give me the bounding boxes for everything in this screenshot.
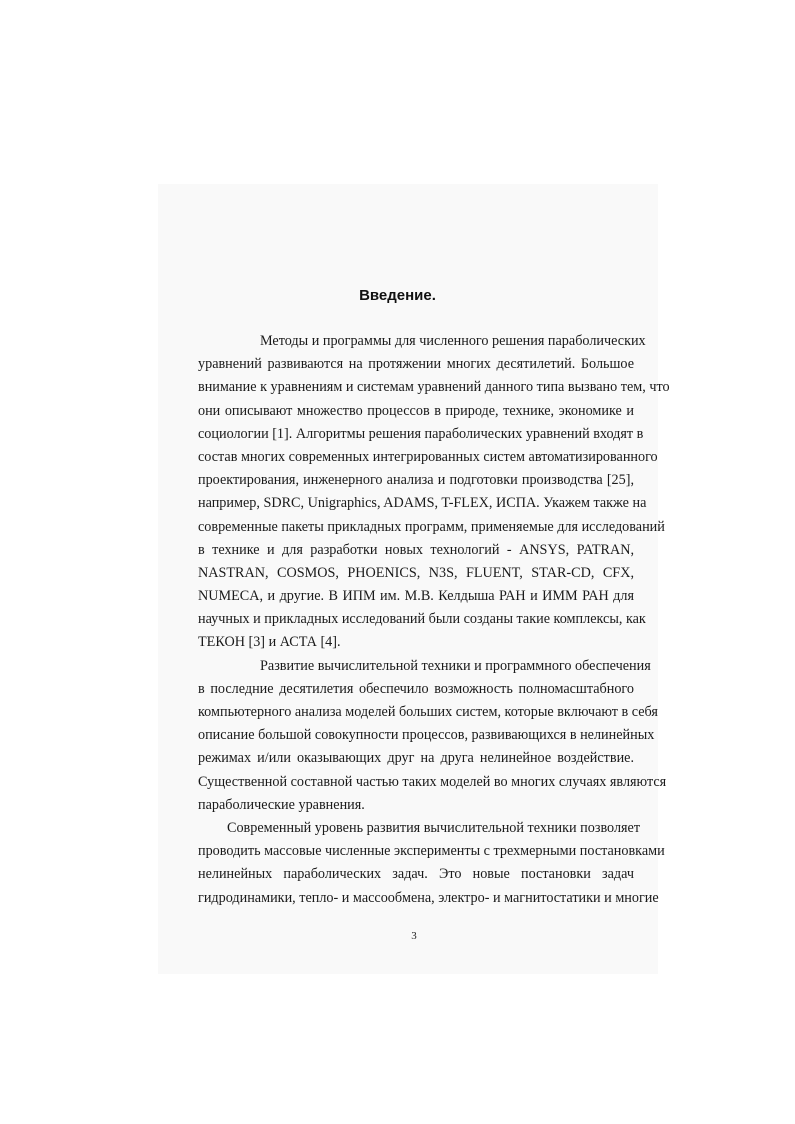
text-line: в технике и для разработки новых технологий - ANSYS, PATRAN,	[198, 541, 634, 558]
text-line: внимание к уравнениям и системам уравнений данного типа вызвано тем, что	[198, 379, 670, 396]
text-line: например, SDRC, Unigraphics, ADAMS, T-FLEX, ИСПА. Укажем также на	[198, 495, 647, 512]
paragraph	[198, 330, 670, 655]
text-line: нелинейных параболических задач. Это новые постановки задач	[198, 866, 634, 883]
text-line: социологии [1]. Алгоритмы решения параболических уравнений входят в	[198, 425, 644, 442]
text-line: параболические уравнения.	[198, 796, 365, 813]
text-line: компьютерного анализа моделей больших систем, которые включают в себя	[198, 704, 658, 720]
text-line: они описывают множество процессов в природе, технике, экономике и	[198, 402, 634, 419]
text-line: описание большой совокупности процессов, развивающихся в нелинейных	[198, 727, 655, 744]
paragraph	[198, 817, 665, 910]
text-line: NUMECA, и другие. В ИПМ им. М.В. Келдыша РАН и ИММ РАН для	[198, 588, 634, 605]
text-line: проводить массовые численные эксперименты с трехмерными постановками	[198, 843, 665, 860]
page-number: 3	[411, 930, 417, 942]
text-line: уравнений развиваются на протяжении многих десятилетий. Большое	[198, 356, 634, 373]
text-line: современные пакеты прикладных программ, применяемые для исследований	[198, 518, 665, 535]
text-line: режимах и/или оказывающих друг на друга нелинейное воздействие.	[198, 750, 634, 767]
text-line: проектирования, инженерного анализа и подготовки производства [25],	[198, 472, 634, 489]
text-line: NASTRAN, COSMOS, PHOENICS, N3S, FLUENT, STAR-CD, CFX,	[198, 564, 634, 581]
text-line: состав многих современных интегрированных систем автоматизированного	[198, 448, 658, 465]
body-text	[198, 330, 670, 910]
text-line: Развитие вычислительной техники и программного обеспечения	[260, 657, 651, 674]
text-line: ТЕКОН [3] и АСТА [4].	[198, 634, 341, 651]
text-line: в последние десятилетия обеспечило возможность полномасштабного	[198, 680, 634, 697]
text-line: Существенной составной частью таких моделей во многих случаях являются	[198, 773, 667, 790]
text-line: научных и прикладных исследований были созданы такие комплексы, как	[198, 611, 646, 628]
paragraph	[198, 655, 667, 817]
text-line: гидродинамики, тепло- и массообмена, электро- и магнитостатики и многие	[198, 889, 659, 906]
text-line: Методы и программы для численного решения параболических	[260, 333, 646, 349]
text-line: Современный уровень развития вычислительной техники позволяет	[227, 819, 641, 836]
page-title: Введение.	[359, 287, 436, 304]
